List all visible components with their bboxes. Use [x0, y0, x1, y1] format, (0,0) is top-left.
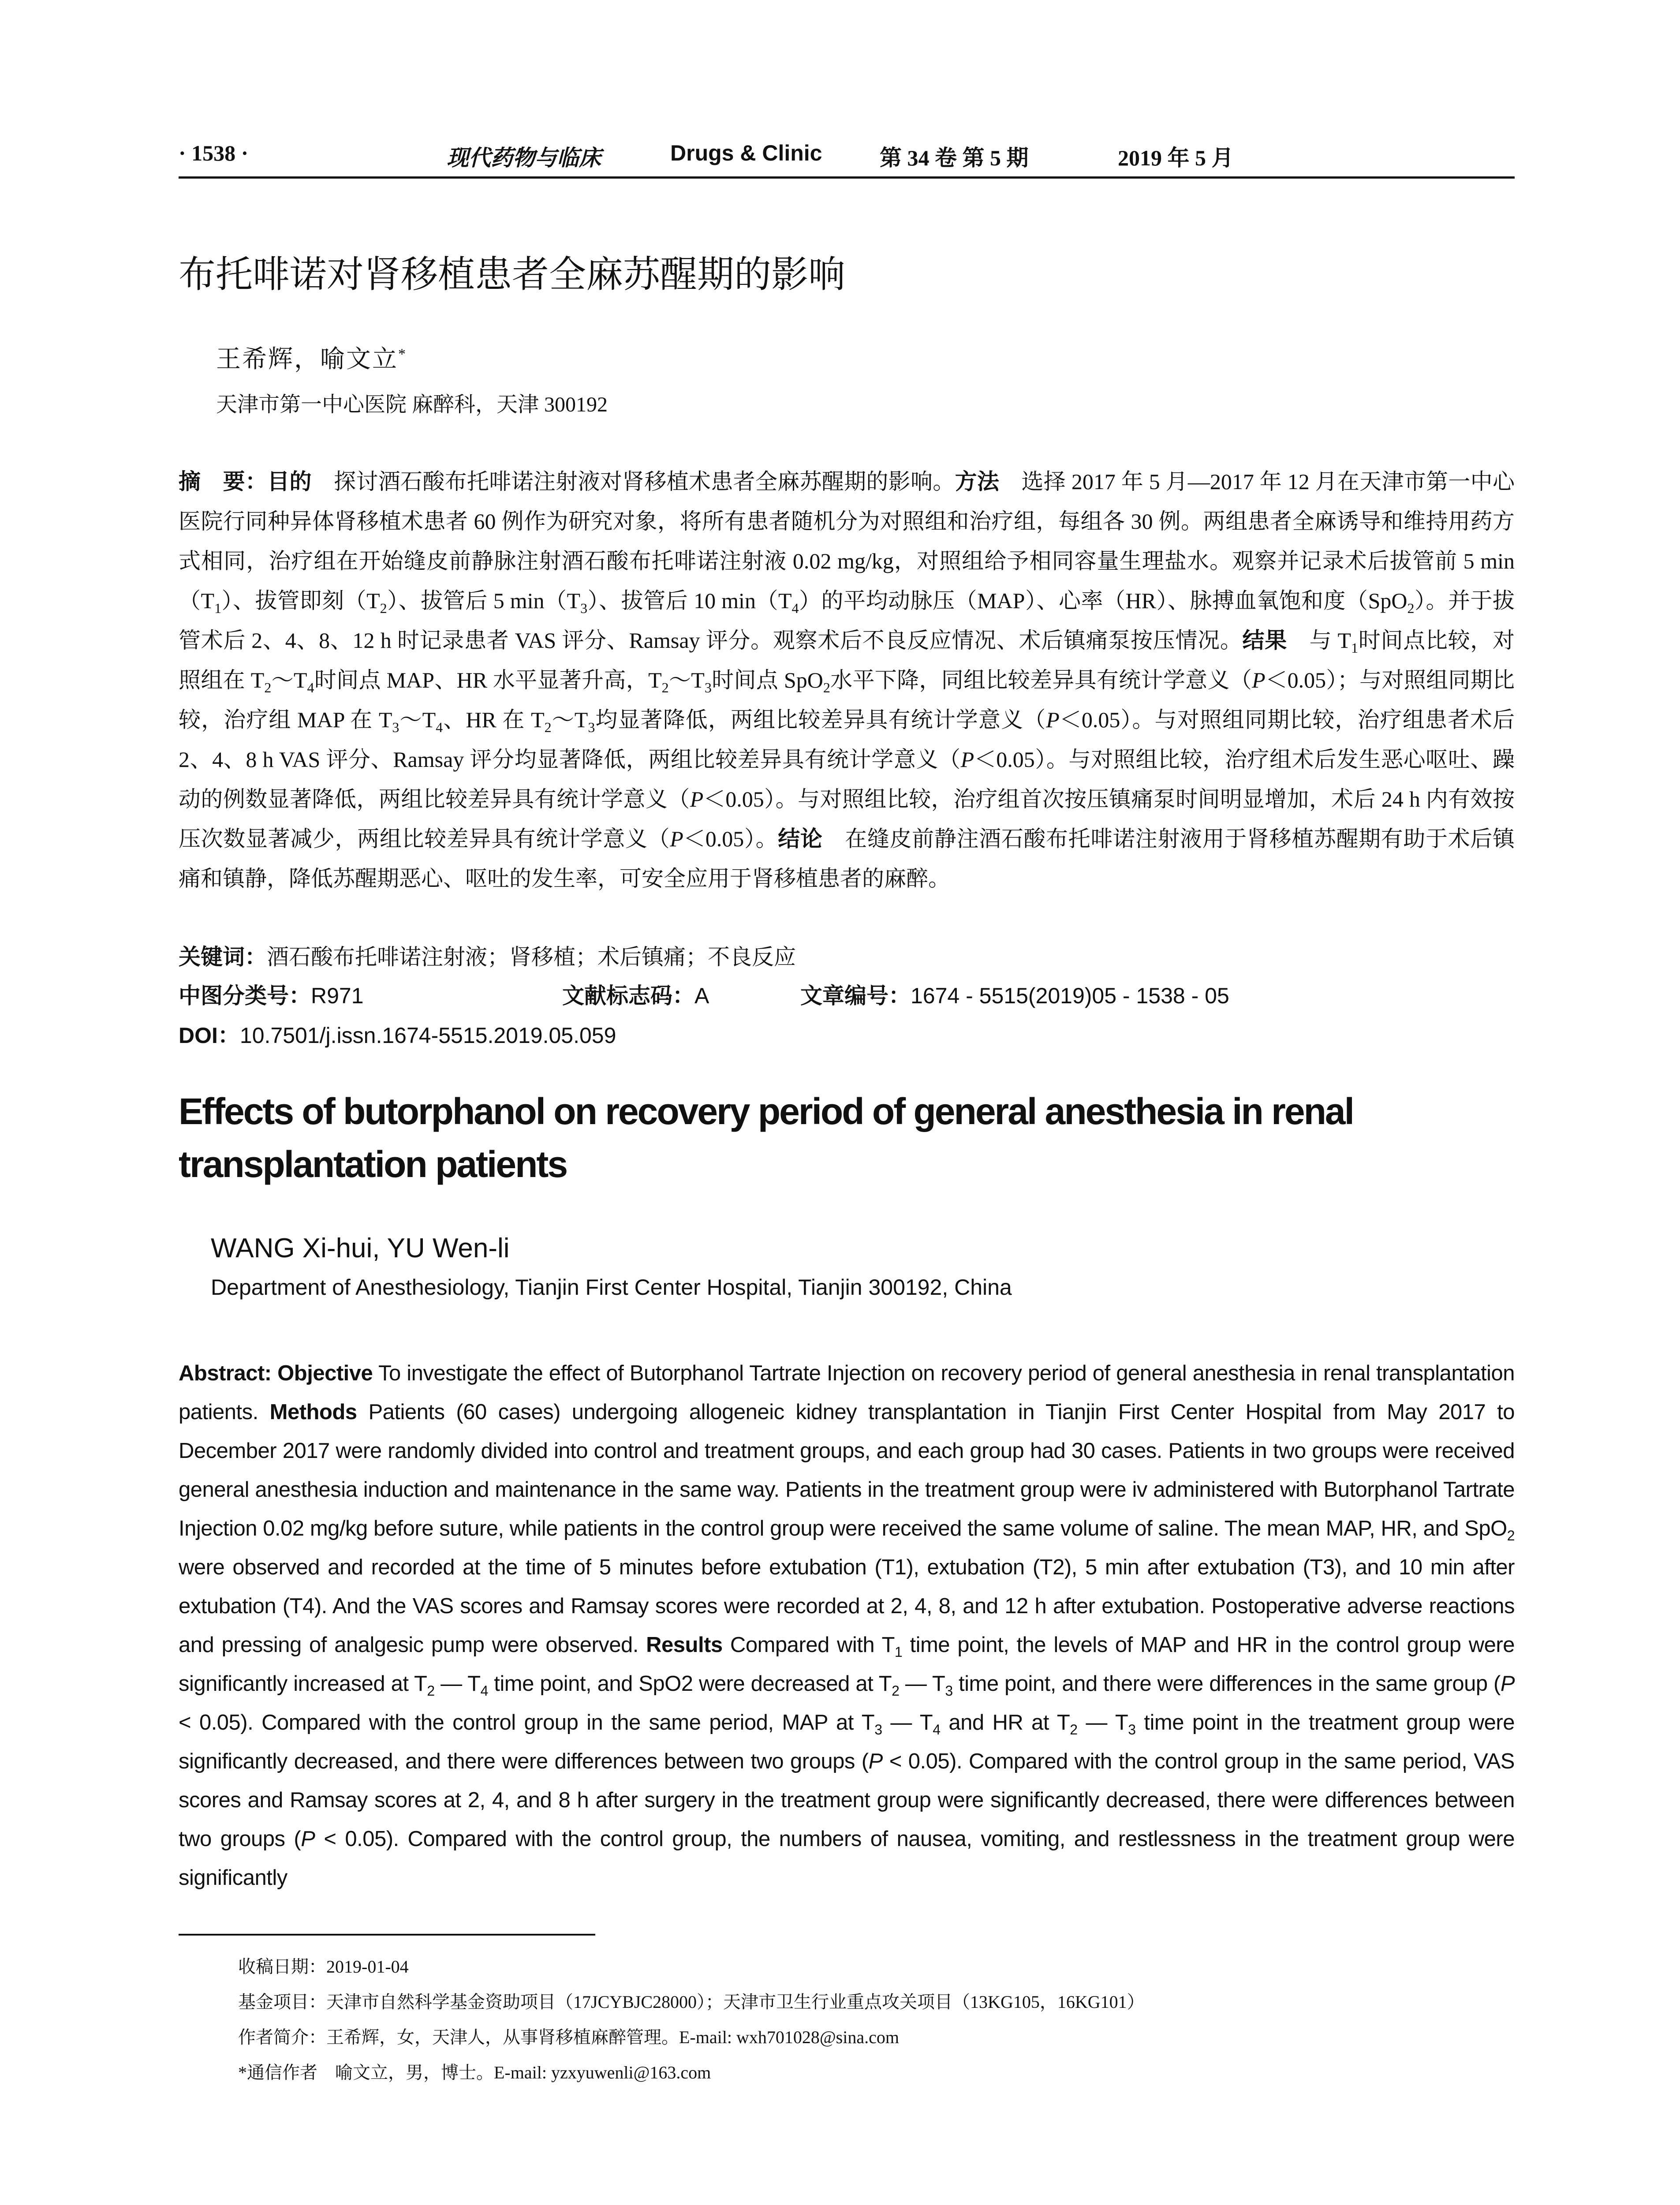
title-cn: 布托啡诺对肾移植患者全麻苏醒期的影响	[179, 254, 846, 295]
results-text-en: — T	[1077, 1711, 1128, 1734]
title-en: Effects of butorphanol on recovery period of general anesthesia in renal transplantation patients	[179, 1091, 1353, 1185]
header-rule	[179, 176, 1515, 179]
footnote-received: 收稿日期：2019-01-04	[238, 1957, 409, 1977]
results-text-en: — T	[882, 1711, 933, 1734]
keywords-text: 酒石酸布托啡诺注射液；肾移植；术后镇痛；不良反应	[267, 945, 796, 969]
corresponding-mark: *	[398, 346, 407, 363]
results-text-en: < 0.05). Compared with the control group, the numbers of nausea, vomiting, and restlessness in the treatment group were significantly	[179, 1827, 1515, 1890]
results-text-cn: ＜0.05）。	[683, 826, 778, 851]
keywords-cn	[179, 937, 1515, 977]
p-value-symbol: P	[301, 1827, 315, 1851]
methods-text-cn: ）、拔管后 10 min（T	[587, 588, 792, 613]
results-text-en: < 0.05). Compared with the control group in the same period, MAP at T	[179, 1711, 875, 1734]
page-number: · 1538 ·	[179, 141, 249, 165]
doi-line	[179, 1016, 1515, 1055]
subscript: 3	[392, 719, 399, 735]
p-value-symbol: P	[1046, 707, 1060, 732]
subscript: 2	[427, 1682, 435, 1699]
results-text-cn: ＜0.05）；与对照组同期比较，治疗组 MAP 在 T	[179, 668, 1515, 732]
subscript: 2	[380, 600, 387, 616]
results-text-en: Compared with T	[722, 1633, 895, 1657]
results-text-en: < 0.05). Compared with the control group in the same period, VAS scores and Ramsay scores at 2, 4, and 8 h after surgery in the treatment group were significantly decreased, there were differences between two groups (	[179, 1749, 1515, 1851]
methods-text-cn: 选择 2017 年 5 月—2017 年 12 月在天津市第一中心医院行同种异体肾移植术患者 60 例作为研究对象，将所有患者随机分为对照组和治疗组，每组各 30 例。两组患者全麻诱导和维持用药方式相同，治疗组在开始缝皮前静脉注射酒石酸布托啡诺注射液 0.02 mg/kg，对照组给予相同容量生理盐水。观察并记录术后拔管前 5 min（T	[179, 469, 1515, 613]
methods-text-en: Patients (60 cases) undergoing allogeneic kidney transplantation in Tianjin First Center Hospital from May 2017 to December 2017 were randomly divided into control and treatment groups, and each group had 30 cases. Patients in two groups were received general anesthesia induction and maintenance in the same way. Patients in the treatment group were iv administered with Butorphanol Tartrate Injection 0.02 mg/kg before suture, while patients in the control group were received the same volume of saline. The mean MAP, HR, and SpO	[179, 1400, 1515, 1540]
results-text-cn: ～T	[399, 707, 436, 732]
authors-cn-names: 王希辉，喻文立	[216, 346, 398, 373]
results-text-cn: 与 T	[1287, 628, 1351, 653]
objective-text-cn: 探讨酒石酸布托啡诺注射液对肾移植术患者全麻苏醒期的影响。	[311, 469, 955, 494]
affiliation-cn: 天津市第一中心医院 麻醉科，天津 300192	[216, 393, 608, 416]
journal-name-cn: 现代药物与临床	[447, 146, 601, 170]
methods-label-cn: 方法	[955, 469, 1000, 494]
subscript: 1	[1351, 640, 1359, 656]
authors-en: WANG Xi-hui, YU Wen-li	[211, 1233, 510, 1263]
subscript: 4	[791, 600, 799, 616]
results-text-cn: ＜0.05）。与对照组比较，治疗组首次按压镇痛泵时间明显增加，术后 24 h 内有效按压次数显著减少，两组比较差异具有统计学意义（	[179, 787, 1515, 851]
authors-cn	[216, 340, 407, 375]
methods-text-cn: ）的平均动脉压（MAP）、心率（HR）、脉搏血氧饱和度（SpO	[799, 588, 1407, 613]
affiliation-en: Department of Anesthesiology, Tianjin First Center Hospital, Tianjin 300192, China	[211, 1275, 1012, 1300]
p-value-symbol: P	[1252, 668, 1266, 692]
results-text-en: time point, and there were differences in the same group (	[952, 1672, 1501, 1696]
methods-text-cn: ）、拔管后 5 min（T	[387, 588, 581, 613]
footnote-funding: 基金项目：天津市自然科学基金资助项目（17JCYBJC28000）；天津市卫生行业重点攻关项目（13KG105，16KG101）	[238, 1992, 1145, 2012]
results-text-cn: 均显著降低，两组比较差异具有统计学意义（	[595, 707, 1046, 732]
results-text-cn: 时间点比较，对照组在 T	[179, 628, 1515, 692]
journal-name-en: Drugs & Clinic	[670, 141, 822, 165]
subscript: 4	[436, 719, 443, 735]
methods-text-cn: ）、拔管即刻（T	[221, 588, 380, 613]
p-value-symbol: P	[670, 826, 683, 851]
objective-text-en: To investigate the effect of Butorphanol Tartrate Injection on recovery period of general anesthesia in renal transplantation patients.	[179, 1361, 1515, 1424]
corresponding-text: 喻文立，男，博士。E-mail: yzxyuwenli@163.com	[317, 2063, 711, 2082]
results-label-cn: 结果	[1242, 628, 1287, 653]
results-text-cn: ＜0.05）。与对照组比较，治疗组术后发生恶心呕吐、躁动的例数显著降低，两组比较差异具有统计学意义（	[179, 747, 1515, 811]
conclusion-label-cn: 结论	[778, 826, 823, 851]
subscript: 2	[892, 1682, 900, 1699]
p-value-symbol: P	[690, 787, 704, 811]
methods-text-cn: ）。并于拔管术后 2、4、8、12 h 时记录患者 VAS 评分、Ramsay 评分。观察术后不良反应情况、术后镇痛泵按压情况。	[179, 588, 1515, 653]
results-text-en: time point, the levels of MAP and HR in the control group were significantly increased at T	[179, 1633, 1515, 1696]
results-text-cn: ＜0.05）。与对照组同期比较，治疗组患者术后 2、4、8 h VAS 评分、Ramsay 评分均显著降低，两组比较差异具有统计学意义（	[179, 707, 1515, 772]
subscript: 2	[544, 719, 552, 735]
methods-label-en: Methods	[269, 1400, 357, 1424]
footnote-rule	[179, 1934, 595, 1936]
results-text-cn: ～T	[668, 668, 705, 692]
doi-value: 10.7501/j.issn.1674-5515.2019.05.059	[239, 1023, 616, 1048]
keywords-label: 关键词：	[179, 945, 267, 969]
subscript: 3	[704, 680, 712, 695]
objective-label-cn: 目的	[267, 469, 312, 494]
subscript: 2	[264, 680, 272, 695]
results-text-en: — T	[434, 1672, 481, 1696]
results-text-cn: ～T	[551, 707, 588, 732]
results-text-en: time point in the treatment group were significantly decreased, and there were differences between two groups (	[179, 1711, 1515, 1773]
abstract-cn	[179, 462, 1515, 898]
objective-label-en: Objective	[277, 1361, 373, 1385]
abstract-cn-label: 摘 要：	[179, 469, 268, 494]
results-text-en: and HR at T	[940, 1711, 1070, 1734]
doc-code-label: 文献标志码：	[562, 983, 694, 1008]
subscript: 2	[1507, 1527, 1515, 1544]
footnote-corresponding	[238, 2059, 711, 2084]
results-text-cn: 、HR 在 T	[443, 707, 545, 732]
methods-text-en: were observed and recorded at the time of 5 minutes before extubation (T1), extubation (T2), 5 min after extubation (T3), and 10 min after extubation (T4). And the VAS scores and Ramsay scores were recorded at 2, 4, 8, and 12 h after extubation. Postoperative adverse reactions and pressing of analgesic pump were observed.	[179, 1555, 1515, 1657]
footnote-author: 作者简介：王希辉，女，天津人，从事肾移植麻醉管理。E-mail: wxh701028@sina.com	[238, 2027, 899, 2047]
article-number-label: 文章编号：	[800, 983, 911, 1008]
p-value-symbol: P	[960, 747, 974, 772]
subscript: 4	[933, 1721, 941, 1738]
results-text-en: — T	[899, 1672, 945, 1696]
subscript: 1	[214, 600, 222, 616]
doc-code-value: A	[694, 983, 709, 1008]
subscript: 3	[588, 719, 595, 735]
results-text-cn: ～T	[271, 668, 307, 692]
doi-label: DOI：	[179, 1023, 240, 1048]
p-value-symbol: P	[868, 1749, 883, 1773]
clc-label: 中图分类号：	[179, 983, 311, 1008]
abstract-en	[179, 1354, 1515, 1897]
p-value-symbol: P	[1500, 1672, 1515, 1696]
subscript: 3	[1128, 1721, 1136, 1738]
corresponding-label: *通信作者	[238, 2063, 317, 2082]
subscript: 2	[1407, 600, 1415, 616]
volume-issue: 第 34 卷 第 5 期	[880, 146, 1029, 170]
subscript: 4	[480, 1682, 488, 1699]
running-header	[179, 140, 1515, 176]
results-text-cn: 水平下降，同组比较差异具有统计学意义（	[830, 668, 1252, 692]
subscript: 2	[1070, 1721, 1078, 1738]
subscript: 3	[874, 1721, 882, 1738]
issue-date: 2019 年 5 月	[1118, 146, 1234, 170]
subscript: 2	[823, 680, 830, 695]
results-text-cn: 时间点 MAP、HR 水平显著升高，T	[314, 668, 662, 692]
results-text-en: time point, and SpO2 were decreased at T	[488, 1672, 892, 1696]
subscript: 4	[307, 680, 314, 695]
subscript: 2	[661, 680, 669, 695]
article-number-value: 1674 - 5515(2019)05 - 1538 - 05	[911, 983, 1229, 1008]
results-text-cn: 时间点 SpO	[711, 668, 823, 692]
subscript: 1	[894, 1644, 903, 1660]
results-label-en: Results	[646, 1633, 723, 1657]
subscript: 3	[945, 1682, 953, 1699]
conclusion-text-cn: 在缝皮前静注酒石酸布托啡诺注射液用于肾移植苏醒期有助于术后镇痛和镇静，降低苏醒期恶心、呕吐的发生率，可安全应用于肾移植患者的麻醉。	[179, 826, 1515, 891]
subscript: 3	[580, 600, 588, 616]
abstract-en-label: Abstract:	[179, 1361, 278, 1385]
classification-line	[179, 976, 1515, 1016]
clc-value: R971	[311, 983, 364, 1008]
